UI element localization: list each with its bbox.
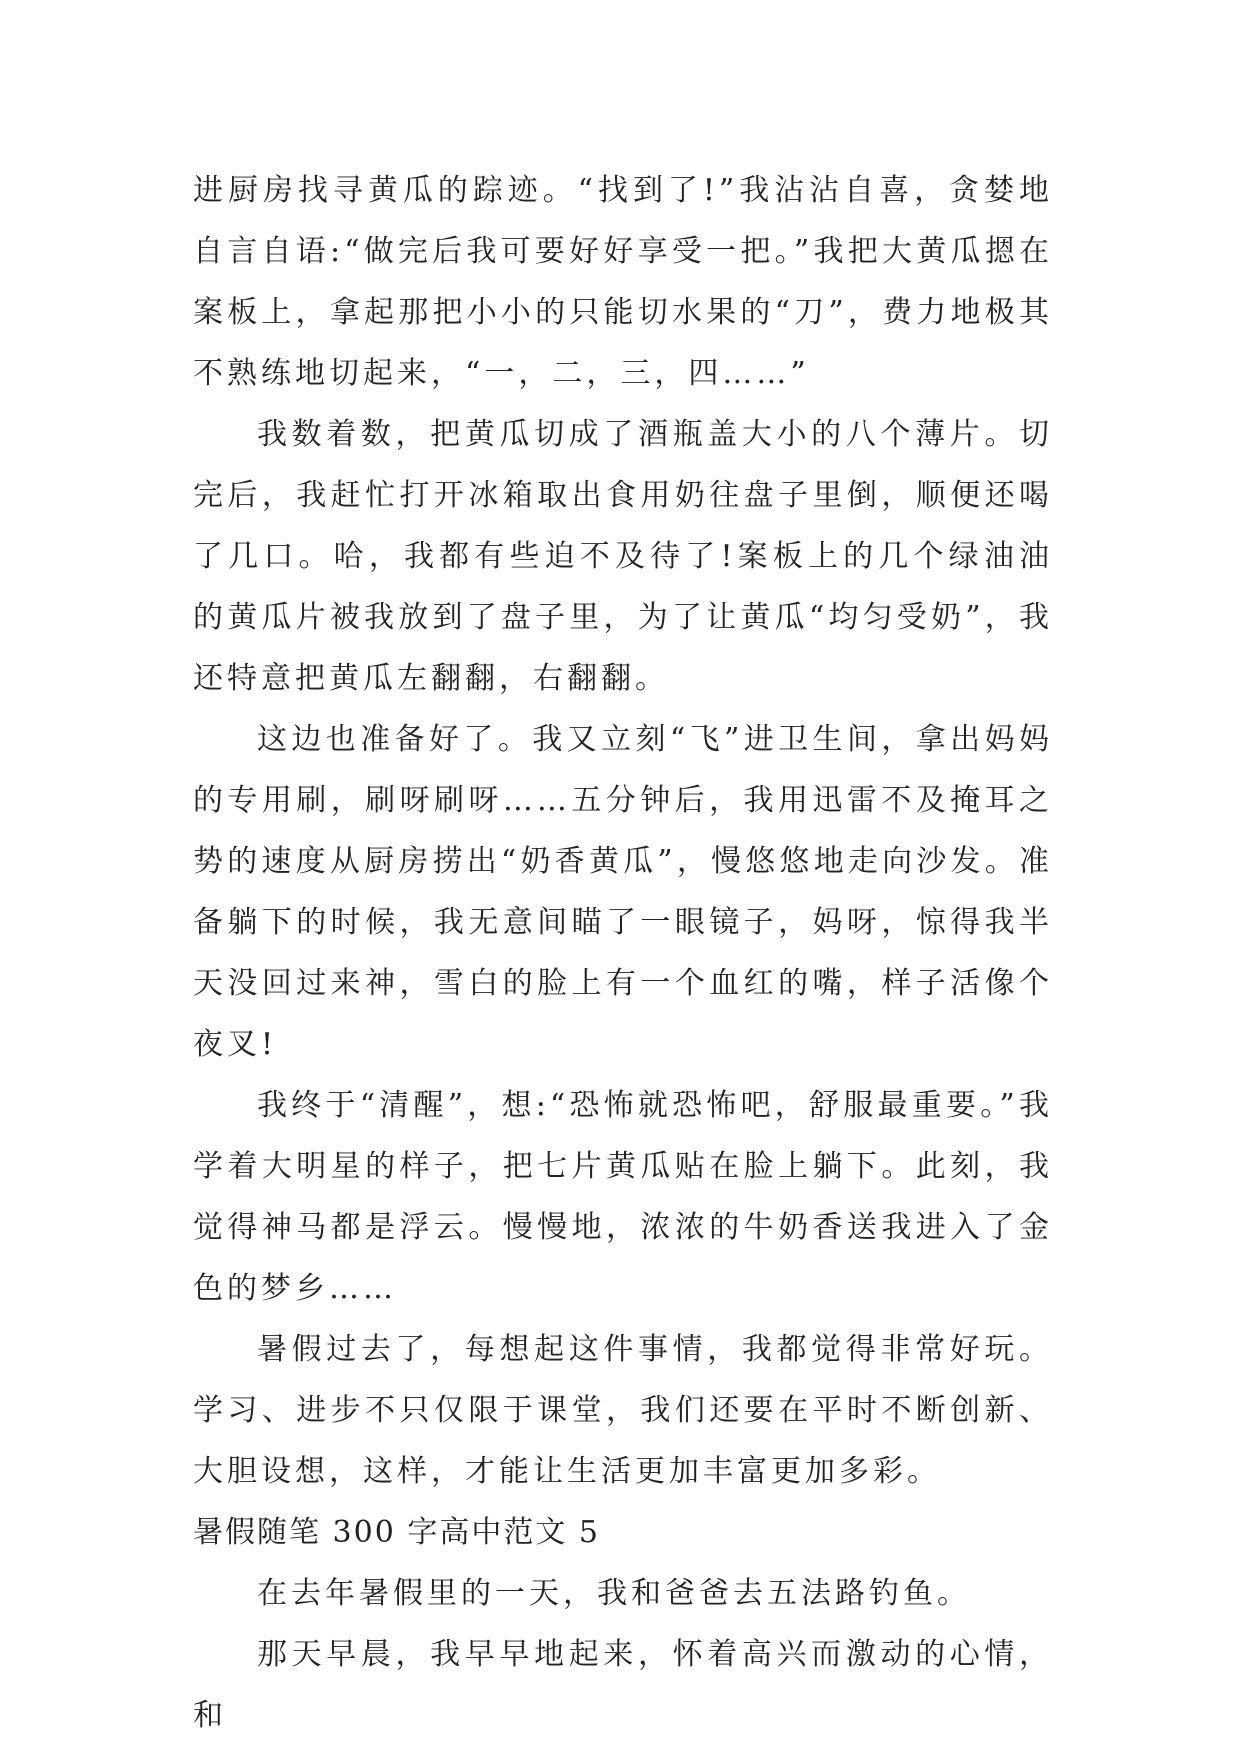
paragraph-4: 我终于“清醒”，想:“恐怖就恐怖吧，舒服最重要。”我学着大明星的样子，把七片黄瓜贴在脸上躺下。此刻，我觉得神马都是浮云。慢慢地，浓浓的牛奶香送我进入了金色的梦乡……: [193, 1088, 1053, 1306]
section-paragraph-1: 在去年暑假里的一天，我和爸爸去五法路钓鱼。: [257, 1576, 971, 1611]
paragraph-1: 进厨房找寻黄瓜的踪迹。“找到了!”我沾沾自喜，贪婪地自言自语:“做完后我可要好好享受一把。”我把大黄瓜摁在案板上，拿起那把小小的只能切水果的“刀”，费力地极其不熟练地切起来，“一，二，三，四……”: [193, 173, 1053, 391]
document-body: [193, 160, 1053, 1746]
paragraph-5: 暑假过去了，每想起这件事情，我都觉得非常好玩。学习、进步不只仅限于课堂，我们还要在平时不断创新、大胆设想，这样，才能让生活更加丰富更加多彩。: [193, 1332, 1053, 1489]
section-paragraph-2: 那天早晨，我早早地起来，怀着高兴而激动的心情，和: [193, 1637, 1053, 1733]
paragraph-3: 这边也准备好了。我又立刻“飞”进卫生间，拿出妈妈的专用刷，刷呀刷呀……五分钟后，我用迅雷不及掩耳之势的速度从厨房捞出“奶香黄瓜”，慢悠悠地走向沙发。准备躺下的时候，我无意间瞄了一眼镜子，妈呀，惊得我半天没回过来神，雪白的脸上有一个血红的嘴，样子活像个夜叉!: [193, 722, 1053, 1062]
paragraph-2: 我数着数，把黄瓜切成了酒瓶盖大小的八个薄片。切完后，我赶忙打开冰箱取出食用奶往盘子里倒，顺便还喝了几口。哈，我都有些迫不及待了!案板上的几个绿油油的黄瓜片被我放到了盘子里，为了让黄瓜“均匀受奶”，我还特意把黄瓜左翻翻，右翻翻。: [193, 417, 1053, 696]
section-title: 暑假随笔 300 字高中范文 5: [193, 1515, 600, 1550]
